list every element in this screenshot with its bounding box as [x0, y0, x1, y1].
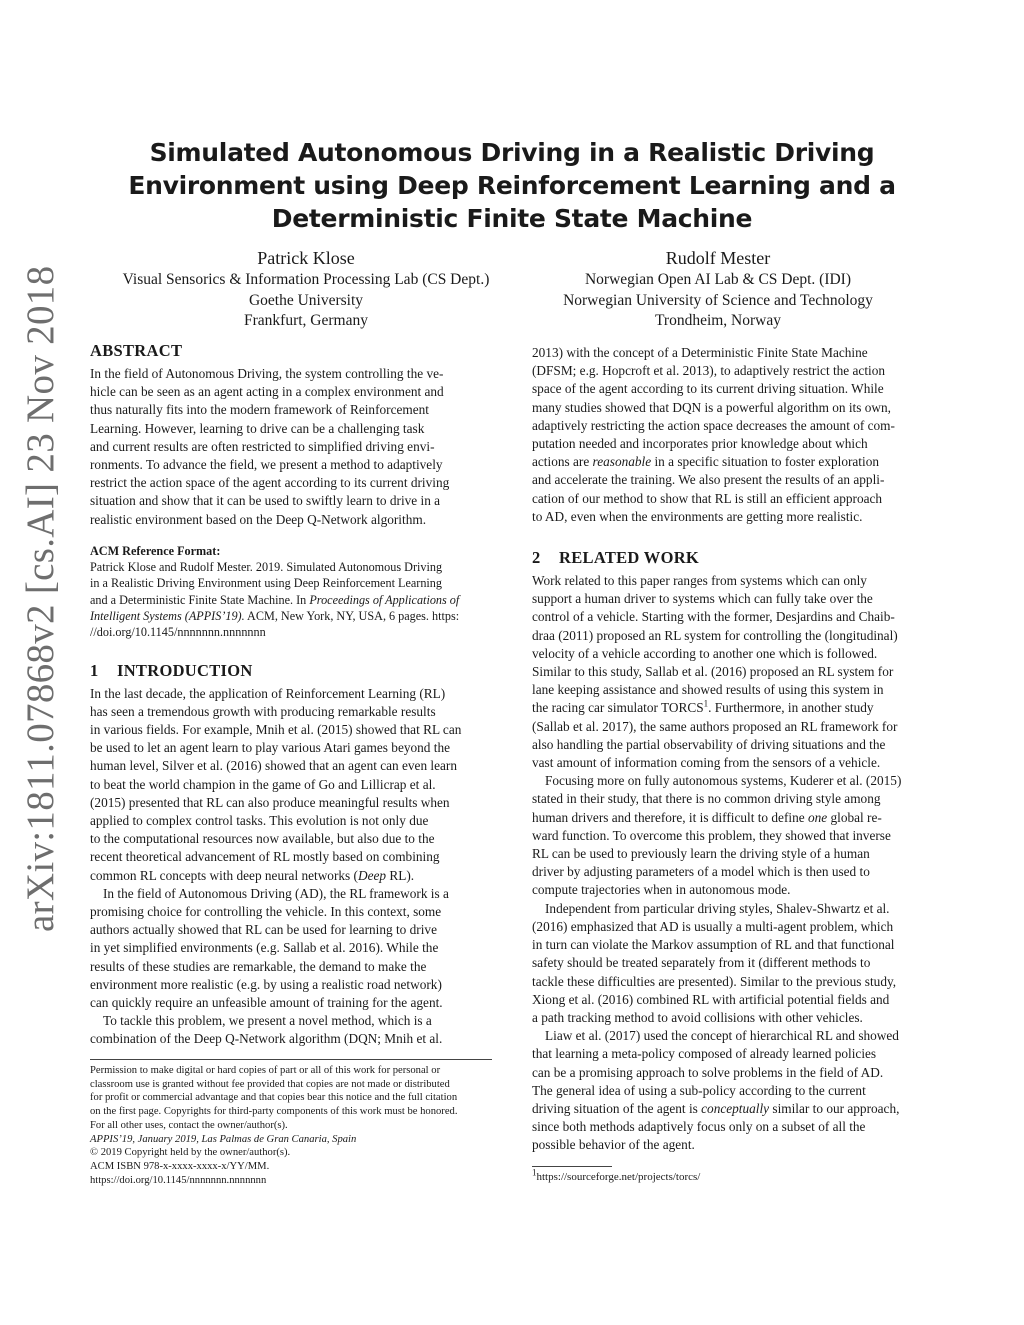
author-affiliation: Trondheim, Norway [654, 312, 781, 329]
footnote-mark[interactable]: 1 [703, 699, 709, 710]
italic-span: reasonable [592, 454, 652, 470]
author-affiliation: Frankfurt, Germany [244, 312, 368, 329]
text-line: Liaw et al. (2017) used the concept of hierarchical RL and showed [545, 1028, 899, 1044]
text-line: recent theoretical advancement of RL mostly based on combining [90, 849, 440, 865]
text-line: cation of our method to show that RL is still an efficient approach [532, 490, 883, 506]
footnote-link[interactable]: https://sourceforge.net/projects/torcs/ [536, 1171, 701, 1183]
intro-heading [90, 661, 492, 681]
footnote-line [532, 1167, 934, 1183]
footnote-mark: 1 [532, 1167, 537, 1178]
copyright-line: © 2019 Copyright held by the owner/author(s). [90, 1147, 291, 1159]
text-line [90, 608, 492, 624]
text-line [532, 699, 934, 717]
text-line: putation needed and incorporates prior knowledge about which [532, 436, 868, 452]
text-line: In the field of Autonomous Driving (AD), the RL framework is a [103, 885, 449, 901]
author-block-1 [100, 246, 512, 332]
text-line: stated in their study, that there is no common driving style among [532, 791, 881, 807]
text-span: RL). [386, 867, 415, 883]
text-line [532, 809, 934, 827]
left-column [90, 341, 492, 1049]
text-line: support a human driver to systems which can fully take over the [532, 591, 873, 607]
text-line: also handling the partial observability of driving situations and the [532, 736, 886, 752]
text-line: tackle these difficulties are presented). Similar to the previous study, [532, 973, 897, 989]
text-line: The general idea of using a sub-policy according to the current [532, 1082, 866, 1098]
italic-span: APPIS’19, January 2019, Las Palmas de Gran Canaria, Spain [90, 1133, 357, 1145]
intro-continuation [532, 344, 934, 526]
section-title: RELATED WORK [559, 548, 700, 568]
author-affiliation: Goethe University [248, 291, 364, 309]
text-span: global re- [827, 809, 882, 825]
text-line: For all other uses, contact the owner/author(s). [90, 1119, 288, 1131]
text-line: velocity of a vehicle according to another one which is followed. [532, 645, 878, 661]
text-line: space of the agent according to its current driving situation. While [532, 381, 884, 397]
paper-title [100, 136, 924, 235]
author-name: Patrick Klose [257, 248, 355, 268]
text-line: that learning a meta-policy composed of already learned policies [532, 1046, 877, 1062]
text-line: Similar to this study, Sallab et al. (2016) proposed an RL system for [532, 664, 894, 680]
text-line: control of a vehicle. Starting with the former, Desjardins and Chaib- [532, 609, 895, 625]
text-line: Permission to make digital or hard copies of part or all of this work for personal or [90, 1065, 441, 1076]
text-line: To tackle this problem, we present a novel method, which is a [103, 1013, 432, 1029]
author-affiliation: Norwegian Open AI Lab & CS Dept. (IDI) [584, 271, 852, 288]
title-line: Simulated Autonomous Driving in a Realistic Driving [149, 138, 875, 167]
text-line: be used to let an agent learn to play various Atari games beyond the [90, 740, 451, 756]
text-line: compute trajectories when in autonomous mode. [532, 882, 791, 898]
text-line: restrict the action space of the agent according to its current driving [90, 475, 450, 491]
text-line: In the last decade, the application of Reinforcement Learning (RL) [90, 685, 446, 701]
text-line: ronments. To advance the field, we present a method to adaptively [90, 457, 443, 473]
text-span: human drivers and therefore, it is difficult to define [532, 809, 808, 825]
text-line: in a Realistic Driving Environment using Deep Reinforcement Learning [90, 576, 442, 591]
italic-span: Proceedings of Applications of [309, 592, 460, 607]
text-line: lane keeping assistance and showed results of using this system in [532, 682, 884, 698]
text-line: since both methods adaptively focus only on a subset of all the [532, 1119, 866, 1135]
text-span: . Furthermore, in another study [708, 700, 874, 716]
text-line: hicle can be seen as an agent acting in a complex environment and [90, 384, 444, 400]
text-line: combination of the Deep Q-Network algorithm (DQN; Mnih et al. [90, 1031, 443, 1047]
acm-reference [90, 543, 492, 641]
text-line: situation and show that it can be used to swiftly learn to drive in a [90, 493, 441, 509]
text-line: Focusing more on fully autonomous systems, Kuderer et al. (2015) [545, 773, 902, 789]
text-line: (2016) emphasized that AD is usually a multi-agent problem, which [532, 918, 894, 934]
author-affiliation: Visual Sensorics & Information Processing Lab (CS Dept.) [122, 271, 490, 288]
text-line: human level, Silver et al. (2016) showed that an agent can even learn [90, 758, 458, 774]
footnote [532, 1167, 934, 1183]
text-line: promising choice for controlling the vehicle. In this context, some [90, 904, 442, 920]
author-affiliation: Norwegian University of Science and Technology [563, 291, 873, 309]
isbn-line: ACM ISBN 978-x-xxxx-xxxx-x/YY/MM. [90, 1160, 270, 1172]
text-span: driving situation of the agent is [532, 1100, 702, 1116]
text-line: many studies showed that DQN is a powerful algorithm on its own, [532, 399, 891, 415]
text-line: Work related to this paper ranges from systems which can only [532, 573, 867, 589]
permission-block [90, 1064, 492, 1187]
text-line: on the first page. Copyrights for third-party components of this work must be honored. [90, 1106, 458, 1118]
author-block-2 [512, 246, 924, 332]
text-line: has seen a tremendous growth with producing remarkable results [90, 703, 436, 719]
related-work-heading [532, 548, 934, 568]
text-line: to beat the world champion in the game of Go and Lillicrap et al. [90, 776, 436, 792]
text-line: results of these studies are remarkable, the demand to make the [90, 958, 427, 974]
text-line: Independent from particular driving styles, Shalev-Shwartz et al. [545, 900, 890, 916]
text-line: RL can be used to previously learn the driving style of a human [532, 846, 870, 862]
text-line: can be a promising approach to solve problems in the field of AD. [532, 1064, 884, 1080]
text-line [532, 453, 934, 471]
text-line: for profit or commercial advantage and that copies bear this notice and the full citation [90, 1092, 458, 1104]
related-work-body [532, 572, 934, 1155]
abstract-body [90, 365, 492, 529]
text-line: ward function. To overcome this problem, they showed that inverse [532, 827, 891, 843]
section-title: INTRODUCTION [117, 660, 253, 680]
text-line: (DFSM; e.g. Hopcroft et al. 2013), to adaptively restrict the action [532, 363, 886, 379]
footnote-rule [90, 1059, 492, 1060]
right-column [532, 344, 934, 1155]
text-span: ACM, New York, NY, USA, 6 pages. https: [244, 609, 460, 624]
italic-span: conceptually [701, 1100, 770, 1116]
arxiv-stamp: arXiv:1811.07868v2 [cs.AI] 23 Nov 2018 [19, 265, 62, 932]
text-line: to the computational resources now available, but also due to the [90, 831, 435, 847]
text-line: safety should be treated separately from it (different methods to [532, 955, 871, 971]
text-line: classroom use is granted without fee provided that copies are not made or distributed [90, 1078, 450, 1090]
text-line: applied to complex control tasks. This evolution is not only due [90, 813, 429, 829]
italic-span: Intelligent Systems (APPIS’19). [90, 609, 245, 624]
text-line: driver by adjusting parameters of a model which is then used to [532, 864, 870, 880]
italic-span: Deep [357, 867, 387, 883]
section-number: 1 [90, 660, 99, 680]
text-line: 2013) with the concept of a Deterministic Finite State Machine [532, 345, 868, 360]
text-line: (2015) presented that RL can also produce meaningful results when [90, 794, 450, 810]
text-line: Patrick Klose and Rudolf Mester. 2019. Simulated Autonomous Driving [90, 560, 443, 575]
text-line [532, 1100, 934, 1118]
text-line: in various fields. For example, Mnih et al. (2015) showed that RL can [90, 722, 462, 738]
conference-info [90, 1133, 492, 1147]
text-line: in yet simplified environments (e.g. Sallab et al. 2016). While the [90, 940, 439, 956]
text-line: Xiong et al. (2016) combined RL with artificial potential fields and [532, 991, 890, 1007]
text-span: the racing car simulator TORCS [532, 700, 704, 716]
text-line: environment more realistic (e.g. by using a realistic road network) [90, 976, 442, 992]
acm-reference-heading: ACM Reference Format: [90, 543, 221, 558]
intro-body [90, 685, 492, 1049]
title-line: Deterministic Finite State Machine [271, 204, 753, 233]
title-line: Environment using Deep Reinforcement Learning and a [128, 171, 896, 200]
text-line: and accelerate the training. We also present the results of an appli- [532, 472, 885, 488]
author-name: Rudolf Mester [665, 248, 771, 268]
text-line: authors actually showed that RL can be used for learning to drive [90, 922, 437, 938]
text-span: and a Deterministic Finite State Machine. In [90, 592, 310, 607]
text-line: can quickly require an unfeasible amount of training for the agent. [90, 995, 443, 1011]
text-span: in a specific situation to foster exploration [651, 454, 879, 470]
section-number: 2 [532, 548, 541, 568]
footnote-rule [532, 1166, 612, 1167]
text-line: Learning. However, learning to drive can be a challenging task [90, 420, 425, 436]
text-line: possible behavior of the agent. [532, 1137, 695, 1153]
text-span: actions are [532, 454, 593, 470]
text-line: (Sallab et al. 2017), the same authors proposed an RL framework for [532, 718, 898, 734]
text-line: in turn can violate the Markov assumption of RL and that functional [532, 937, 895, 953]
text-line: vast amount of information coming from the sensors of a vehicle. [532, 755, 881, 771]
text-line: In the field of Autonomous Driving, the system controlling the ve- [90, 366, 444, 381]
text-line [90, 592, 492, 608]
text-line [90, 867, 492, 885]
text-span: similar to our approach, [769, 1100, 900, 1116]
text-line: a path tracking method to avoid collisions with other vehicles. [532, 1009, 863, 1025]
doi-link[interactable]: //doi.org/10.1145/nnnnnnn.nnnnnnn [90, 625, 266, 640]
text-line: adaptively restricting the action space decreases the amount of com- [532, 417, 895, 433]
doi-link[interactable]: https://doi.org/10.1145/nnnnnnn.nnnnnnn [90, 1174, 267, 1186]
text-line: and current results are often restricted to simplified driving envi- [90, 438, 435, 454]
text-line: thus naturally fits into the modern framework of Reinforcement [90, 402, 429, 418]
text-line: draa (2011) proposed an RL system for controlling the (longitudinal) [532, 627, 898, 643]
abstract-heading: ABSTRACT [90, 341, 183, 360]
text-span: common RL concepts with deep neural networks ( [90, 867, 358, 883]
text-line: to AD, even when the environments are getting more realistic. [532, 508, 863, 524]
italic-span: one [807, 809, 828, 825]
text-line: realistic environment based on the Deep Q-Network algorithm. [90, 511, 427, 527]
